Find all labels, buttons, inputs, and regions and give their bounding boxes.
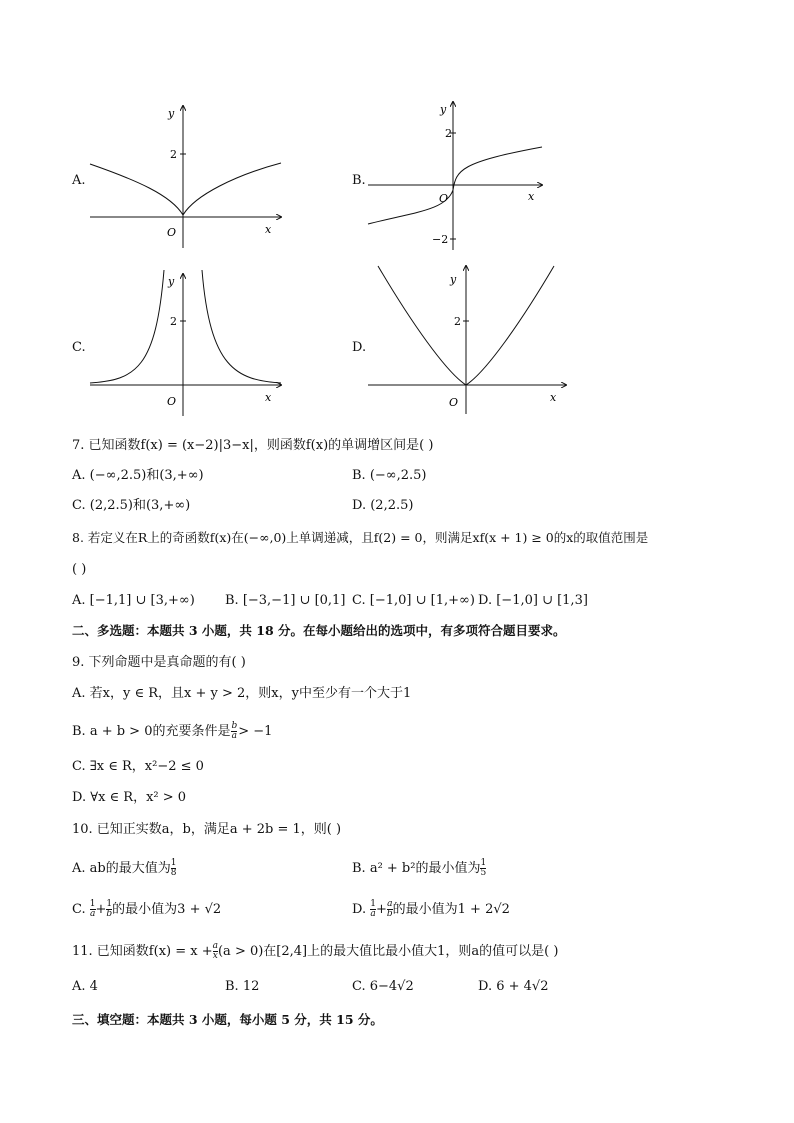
graph-a-origin: O [167,226,177,239]
q8-option-a: A. [−1,1] ∪ [3,+∞) [72,593,195,608]
q10-d-f1-num: 1 [370,899,376,909]
q10-b-num: 1 [480,858,487,868]
q11-option-b: B. 12 [225,979,260,994]
section-3-heading: 三、填空题：本题共 3 小题，每小题 5 分，共 15 分。 [72,1012,383,1027]
graph-d-y-label: y [450,273,457,286]
q10-c-f2-den: b [106,909,113,919]
q10-d-plus: + [375,902,387,917]
q9-option-a: A. 若x，y ∈ R，且x + y > 2，则x，y中至少有一个大于1 [72,686,412,701]
section-2-heading: 二、多选题：本题共 3 小题，共 18 分。在每小题给出的选项中，有多项符合题目要求。 [72,623,566,638]
q9-option-b-fraction [231,722,237,741]
q10-c-text: 的最小值为3 + √2 [112,902,222,917]
q9-option-b [72,722,272,741]
q10-d-f2-den: b [386,909,393,919]
q8-option-b: B. [−3,−1] ∪ [0,1] [225,593,346,608]
q10-d-f1-den: a [370,909,376,919]
q10-a-text: A. ab的最大值为 [72,861,171,876]
graph-b [366,100,556,255]
graph-c-origin: O [167,395,177,408]
graph-a-tick: 2 [170,148,177,161]
graph-c-curve-left [90,270,164,383]
q9-b-num: b [231,721,238,731]
q11-stem-pre: 11. 已知函数f(x) = x + [72,944,213,959]
q9-stem: 9. 下列命题中是真命题的有( ) [72,655,246,670]
q10-c-f2-num: 1 [106,899,113,909]
q10-c-f1-den: a [89,909,96,919]
q11-option-d: D. 6 + 4√2 [478,979,549,994]
graph-b-x-label: x [528,190,535,203]
q7-option-d: D. (2,2.5) [352,498,414,513]
q8-stem: 8. 若定义在R上的奇函数f(x)在(−∞,0)上单调递减，且f(2) = 0，则满足xf(x + 1) ≥ 0的x的取值范围是 [72,530,649,545]
q7-option-a: A. (−∞,2.5)和(3,+∞) [72,468,204,483]
q10-option-a [72,859,176,878]
q10-option-c [72,900,221,919]
graph-c-curve-right [202,270,281,383]
graph-d-x-label: x [550,391,557,404]
q11-frac-num: a [212,941,218,951]
q10-option-d [352,900,510,919]
q10-a-den: 8 [170,868,177,878]
graph-b-tick-pos: 2 [445,127,452,140]
graph-d-label: D. [352,340,367,355]
q11-frac-den: x [212,951,218,961]
q8-option-d: D. [−1,0] ∪ [1,3] [478,593,588,608]
graph-d [366,262,571,418]
graph-c-label: C. [72,340,86,355]
q10-option-b [352,859,486,878]
q10-d-f2-num: a [387,899,393,909]
graph-c-y-label: y [168,275,175,288]
q9-option-d: D. ∀x ∈ R，x² > 0 [72,790,187,805]
q10-a-num: 1 [170,858,177,868]
q8-option-c: C. [−1,0] ∪ [1,+∞) [352,593,475,608]
graph-b-tick-neg: −2 [432,233,449,246]
graph-d-origin: O [449,396,459,409]
q11-option-a: A. 4 [72,979,98,994]
graph-b-label: B. [352,173,366,188]
q10-b-den: 5 [480,868,487,878]
graph-d-tick: 2 [454,315,461,328]
graph-a-curve [90,163,281,215]
q9-option-c: C. ∃x ∈ R，x²−2 ≤ 0 [72,759,204,774]
q9-option-b-post: > −1 [238,724,273,739]
q10-c-f1-num: 1 [89,899,96,909]
q10-a-fraction [171,859,177,878]
q7-option-c: C. (2,2.5)和(3,+∞) [72,498,191,513]
graph-c-x-label: x [265,391,272,404]
q10-b-fraction [480,859,486,878]
q10-d-label: D. [352,902,367,917]
q10-d-text: 的最小值为1 + 2√2 [392,902,510,917]
q10-c-label: C. [72,902,86,917]
graph-a-label: A. [72,173,86,188]
graph-a [86,100,286,250]
q11-stem-post: (a > 0)在[2,4]上的最大值比最小值大1，则a的值可以是( ) [217,944,559,959]
q9-b-den: a [231,731,238,741]
q10-c-plus: + [95,902,107,917]
q11-option-c: C. 6−4√2 [352,979,414,994]
graph-b-y-label: y [440,103,447,116]
q10-b-text: B. a² + b²的最小值为 [352,861,481,876]
q7-stem: 7. 已知函数f(x) = (x−2)|3−x|，则函数f(x)的单调增区间是( ) [72,438,434,453]
graph-a-x-label: x [265,223,272,236]
q7-option-b: B. (−∞,2.5) [352,468,427,483]
graph-a-y-label: y [168,107,175,120]
q10-stem: 10. 已知正实数a，b，满足a + 2b = 1，则( ) [72,822,342,837]
q11-stem [72,942,558,961]
graph-b-origin: O [439,192,449,205]
q9-option-b-text: B. a + b > 0的充要条件是 [72,724,231,739]
q8-stem-cont: ( ) [72,562,87,577]
graph-c-tick: 2 [170,315,177,328]
graph-c [86,268,286,418]
